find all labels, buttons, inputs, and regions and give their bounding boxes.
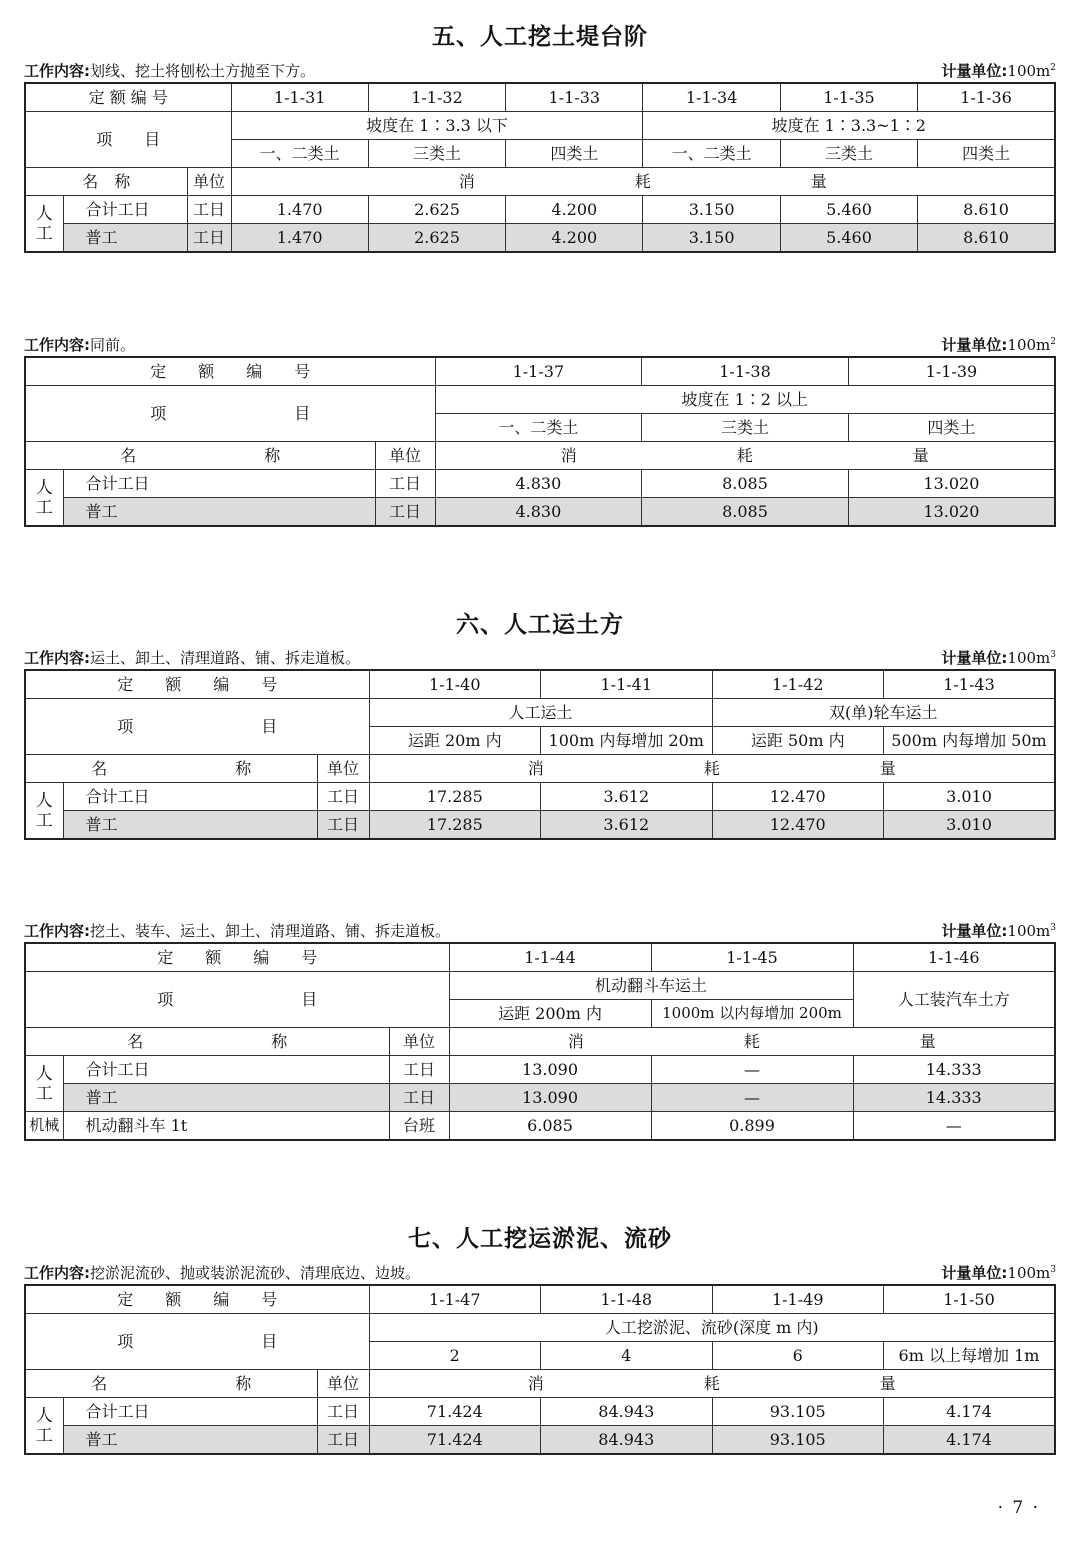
code-header: 定 额 编 号 bbox=[25, 943, 449, 972]
labor-category: 人 工 bbox=[25, 1398, 63, 1455]
code-cell: 1-1-36 bbox=[918, 83, 1055, 112]
table-row bbox=[25, 1426, 1055, 1455]
table-header-line bbox=[24, 334, 1056, 356]
row-unit: 工日 bbox=[389, 1084, 449, 1112]
code-cell: 1-1-32 bbox=[368, 83, 505, 112]
value-cell: 4.200 bbox=[506, 196, 643, 224]
value-cell: 3.612 bbox=[541, 783, 712, 811]
table-row bbox=[25, 498, 1055, 527]
row-label: 普工 bbox=[63, 1084, 389, 1112]
measure-unit: 计量单位$:100m^3$ bbox=[941, 649, 1056, 667]
sub-cell: 运距 50m 内 bbox=[712, 727, 883, 755]
row-label: 普工 bbox=[63, 811, 317, 840]
consumption-header: 消 耗 量 bbox=[369, 1370, 1055, 1398]
value-cell: 4.174 bbox=[883, 1398, 1055, 1426]
table-row bbox=[25, 783, 1055, 811]
quota-table-5 bbox=[24, 1284, 1056, 1455]
sub-cell: 100m 内每增加 20m bbox=[541, 727, 712, 755]
quota-table-3 bbox=[24, 669, 1056, 840]
value-cell: 4.830 bbox=[435, 498, 642, 527]
row-label: 合计工日 bbox=[63, 1056, 389, 1084]
group-header: 机动翻斗车运土 bbox=[449, 972, 853, 1000]
table-row bbox=[25, 1112, 1055, 1141]
section-title-5: 五、人工挖土堤台阶 bbox=[432, 24, 648, 50]
page-number: · 7 · bbox=[997, 1498, 1040, 1518]
value-cell: — bbox=[853, 1112, 1055, 1141]
value-cell: 3.612 bbox=[541, 811, 712, 840]
section-title-6: 六、人工运土方 bbox=[456, 612, 624, 638]
code-cell: 1-1-33 bbox=[506, 83, 643, 112]
value-cell: 3.150 bbox=[643, 196, 780, 224]
code-header: 定 额 编 号 bbox=[25, 357, 435, 386]
value-cell: 17.285 bbox=[369, 783, 540, 811]
soil-cell: 一、二类土 bbox=[643, 140, 780, 168]
code-cell: 1-1-34 bbox=[643, 83, 780, 112]
sub-cell: 4 bbox=[541, 1342, 712, 1370]
soil-cell: 四类土 bbox=[918, 140, 1055, 168]
row-unit: 工日 bbox=[317, 1398, 369, 1426]
table-row bbox=[25, 755, 1055, 783]
table-block-5 bbox=[24, 1262, 1056, 1455]
table-row bbox=[25, 943, 1055, 972]
value-cell: 13.090 bbox=[449, 1056, 651, 1084]
sub-cell: 1000m 以内每增加 200m bbox=[651, 1000, 853, 1028]
table-block-4 bbox=[24, 920, 1056, 1141]
value-cell: 1.470 bbox=[231, 224, 368, 253]
unit-header: 单位 bbox=[389, 1028, 449, 1056]
name-header: 名 称 bbox=[25, 1370, 317, 1398]
value-cell: 13.090 bbox=[449, 1084, 651, 1112]
item-header: 项 目 bbox=[25, 1314, 369, 1370]
value-cell: 14.333 bbox=[853, 1056, 1055, 1084]
group-header: 坡度在 1∶2 以上 bbox=[435, 386, 1055, 414]
row-unit: 工日 bbox=[187, 196, 231, 224]
code-cell: 1-1-42 bbox=[712, 670, 883, 699]
value-cell: 8.085 bbox=[642, 498, 849, 527]
value-cell: 71.424 bbox=[369, 1426, 540, 1455]
unit-header: 单位 bbox=[375, 442, 435, 470]
work-content: 工作内容:挖土、装车、运土、卸土、清理道路、铺、拆走道板。 bbox=[24, 922, 451, 940]
item-header: 项 目 bbox=[25, 699, 369, 755]
work-content: 工作内容:划线、挖土将刨松土方抛至下方。 bbox=[24, 62, 316, 80]
code-cell: 1-1-45 bbox=[651, 943, 853, 972]
table-row bbox=[25, 357, 1055, 386]
value-cell: 93.105 bbox=[712, 1426, 883, 1455]
quota-table-1 bbox=[24, 82, 1056, 253]
group-header: 人工挖淤泥、流砂(深度 m 内) bbox=[369, 1314, 1055, 1342]
sub-cell: 运距 200m 内 bbox=[449, 1000, 651, 1028]
table-row bbox=[25, 168, 1055, 196]
value-cell: 71.424 bbox=[369, 1398, 540, 1426]
table-header-line bbox=[24, 1262, 1056, 1284]
sub-cell: 2 bbox=[369, 1342, 540, 1370]
quota-table-2 bbox=[24, 356, 1056, 527]
row-label: 普工 bbox=[63, 1426, 317, 1455]
value-cell: 3.150 bbox=[643, 224, 780, 253]
code-cell: 1-1-38 bbox=[642, 357, 849, 386]
row-label: 合计工日 bbox=[63, 783, 317, 811]
soil-cell: 三类土 bbox=[642, 414, 849, 442]
value-cell: 13.020 bbox=[848, 470, 1055, 498]
group-header: 坡度在 1∶3.3 以下 bbox=[231, 112, 643, 140]
sub-cell: 500m 内每增加 50m bbox=[883, 727, 1055, 755]
value-cell: 4.200 bbox=[506, 224, 643, 253]
unit-header: 单位 bbox=[317, 1370, 369, 1398]
table-row bbox=[25, 442, 1055, 470]
table-block-1 bbox=[24, 60, 1056, 253]
value-cell: 5.460 bbox=[780, 196, 917, 224]
labor-category: 人 工 bbox=[25, 783, 63, 840]
table-row bbox=[25, 1056, 1055, 1084]
value-cell: 4.174 bbox=[883, 1426, 1055, 1455]
consumption-header: 消 耗 量 bbox=[231, 168, 1055, 196]
value-cell: 14.333 bbox=[853, 1084, 1055, 1112]
code-cell: 1-1-44 bbox=[449, 943, 651, 972]
consumption-header: 消 耗 量 bbox=[449, 1028, 1055, 1056]
value-cell: 6.085 bbox=[449, 1112, 651, 1141]
table-row bbox=[25, 112, 1055, 140]
row-unit: 工日 bbox=[389, 1056, 449, 1084]
code-cell: 1-1-39 bbox=[848, 357, 1055, 386]
row-unit: 台班 bbox=[389, 1112, 449, 1141]
measure-unit: 计量单位$:100m^3$ bbox=[941, 922, 1056, 940]
item-header: 项 目 bbox=[25, 972, 449, 1028]
sub-cell: 运距 20m 内 bbox=[369, 727, 540, 755]
value-cell: 1.470 bbox=[231, 196, 368, 224]
group-header: 人工运土 bbox=[369, 699, 712, 727]
value-cell: 13.020 bbox=[848, 498, 1055, 527]
table-header-line bbox=[24, 60, 1056, 82]
table-row bbox=[25, 699, 1055, 727]
value-cell: — bbox=[651, 1084, 853, 1112]
group-header: 人工装汽车土方 bbox=[853, 972, 1055, 1028]
table-row bbox=[25, 1285, 1055, 1314]
code-cell: 1-1-40 bbox=[369, 670, 540, 699]
value-cell: 8.610 bbox=[918, 224, 1055, 253]
code-cell: 1-1-49 bbox=[712, 1285, 883, 1314]
value-cell: 2.625 bbox=[368, 196, 505, 224]
value-cell: 12.470 bbox=[712, 811, 883, 840]
code-cell: 1-1-47 bbox=[369, 1285, 540, 1314]
soil-cell: 一、二类土 bbox=[231, 140, 368, 168]
name-header: 名 称 bbox=[25, 1028, 389, 1056]
code-header: 定 额 编 号 bbox=[25, 1285, 369, 1314]
group-header: 坡度在 1∶3.3~1∶2 bbox=[643, 112, 1055, 140]
table-row bbox=[25, 1398, 1055, 1426]
name-header: 名 称 bbox=[25, 755, 317, 783]
work-content: 工作内容:运土、卸土、清理道路、铺、拆走道板。 bbox=[24, 649, 361, 667]
table-row bbox=[25, 196, 1055, 224]
row-unit: 工日 bbox=[375, 470, 435, 498]
row-unit: 工日 bbox=[317, 783, 369, 811]
code-header: 定 额 编 号 bbox=[25, 83, 231, 112]
value-cell: 84.943 bbox=[541, 1398, 712, 1426]
labor-category: 人 工 bbox=[25, 470, 63, 527]
code-cell: 1-1-43 bbox=[883, 670, 1055, 699]
row-label: 合计工日 bbox=[63, 196, 187, 224]
work-content: 工作内容:挖淤泥流砂、抛或装淤泥流砂、清理底边、边坡。 bbox=[24, 1264, 421, 1282]
row-label: 机动翻斗车 1t bbox=[63, 1112, 389, 1141]
code-cell: 1-1-48 bbox=[541, 1285, 712, 1314]
table-row bbox=[25, 1370, 1055, 1398]
code-cell: 1-1-46 bbox=[853, 943, 1055, 972]
value-cell: 12.470 bbox=[712, 783, 883, 811]
row-unit: 工日 bbox=[375, 498, 435, 527]
soil-cell: 一、二类土 bbox=[435, 414, 642, 442]
quota-table-4 bbox=[24, 942, 1056, 1141]
table-row bbox=[25, 1314, 1055, 1342]
unit-header: 单位 bbox=[317, 755, 369, 783]
row-label: 合计工日 bbox=[63, 470, 375, 498]
table-row bbox=[25, 224, 1055, 253]
row-unit: 工日 bbox=[187, 224, 231, 253]
value-cell: 3.010 bbox=[883, 811, 1055, 840]
value-cell: 4.830 bbox=[435, 470, 642, 498]
value-cell: 2.625 bbox=[368, 224, 505, 253]
soil-cell: 四类土 bbox=[506, 140, 643, 168]
group-header: 双(单)轮车运土 bbox=[712, 699, 1055, 727]
row-label: 普工 bbox=[63, 498, 375, 527]
table-row bbox=[25, 811, 1055, 840]
item-header: 项 目 bbox=[25, 386, 435, 442]
value-cell: 0.899 bbox=[651, 1112, 853, 1141]
table-row bbox=[25, 386, 1055, 414]
labor-category: 人 工 bbox=[25, 196, 63, 253]
code-cell: 1-1-41 bbox=[541, 670, 712, 699]
table-row bbox=[25, 83, 1055, 112]
value-cell: 93.105 bbox=[712, 1398, 883, 1426]
unit-header: 单位 bbox=[187, 168, 231, 196]
work-content: 工作内容:同前。 bbox=[24, 336, 136, 354]
value-cell: 17.285 bbox=[369, 811, 540, 840]
value-cell: 8.610 bbox=[918, 196, 1055, 224]
value-cell: 84.943 bbox=[541, 1426, 712, 1455]
code-cell: 1-1-31 bbox=[231, 83, 368, 112]
table-row bbox=[25, 1028, 1055, 1056]
row-unit: 工日 bbox=[317, 1426, 369, 1455]
value-cell: — bbox=[651, 1056, 853, 1084]
section-title-7: 七、人工挖运淤泥、流砂 bbox=[408, 1226, 672, 1252]
sub-cell: 6m 以上每增加 1m bbox=[883, 1342, 1055, 1370]
code-header: 定 额 编 号 bbox=[25, 670, 369, 699]
row-label: 合计工日 bbox=[63, 1398, 317, 1426]
name-header: 名 称 bbox=[25, 442, 375, 470]
table-block-2 bbox=[24, 334, 1056, 527]
table-row bbox=[25, 670, 1055, 699]
sub-cell: 6 bbox=[712, 1342, 883, 1370]
table-header-line bbox=[24, 647, 1056, 669]
labor-category: 人 工 bbox=[25, 1056, 63, 1112]
soil-cell: 三类土 bbox=[368, 140, 505, 168]
value-cell: 3.010 bbox=[883, 783, 1055, 811]
consumption-header: 消 耗 量 bbox=[369, 755, 1055, 783]
item-header: 项 目 bbox=[25, 112, 231, 168]
value-cell: 5.460 bbox=[780, 224, 917, 253]
table-row bbox=[25, 1084, 1055, 1112]
measure-unit: 计量单位$:100m^2$ bbox=[941, 336, 1056, 354]
name-header: 名 称 bbox=[25, 168, 187, 196]
soil-cell: 四类土 bbox=[848, 414, 1055, 442]
code-cell: 1-1-35 bbox=[780, 83, 917, 112]
table-block-3 bbox=[24, 647, 1056, 840]
row-unit: 工日 bbox=[317, 811, 369, 840]
consumption-header: 消 耗 量 bbox=[435, 442, 1055, 470]
table-row bbox=[25, 972, 1055, 1000]
soil-cell: 三类土 bbox=[780, 140, 917, 168]
table-row bbox=[25, 470, 1055, 498]
row-label: 普工 bbox=[63, 224, 187, 253]
code-cell: 1-1-50 bbox=[883, 1285, 1055, 1314]
machine-category: 机械 bbox=[25, 1112, 63, 1141]
value-cell: 8.085 bbox=[642, 470, 849, 498]
measure-unit: 计量单位$:100m^2$ bbox=[941, 62, 1056, 80]
code-cell: 1-1-37 bbox=[435, 357, 642, 386]
table-header-line bbox=[24, 920, 1056, 942]
measure-unit: 计量单位$:100m^3$ bbox=[941, 1264, 1056, 1282]
